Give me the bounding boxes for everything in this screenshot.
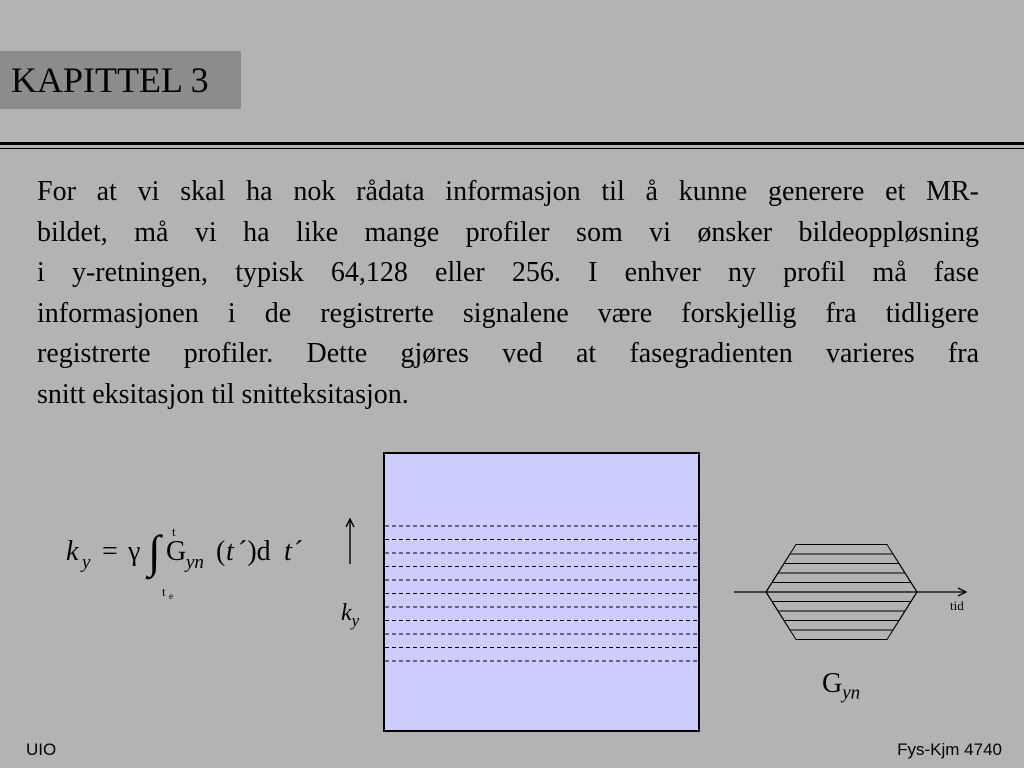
divider-thin — [0, 148, 1024, 149]
body-line: i y-retningen, typisk 64,128 eller 256. I enhver ny profil må fase — [37, 257, 979, 288]
kspace-dashed-lines — [385, 454, 698, 730]
formula-integral: ∫ — [148, 526, 161, 577]
phase-gradient-diagram — [734, 535, 974, 645]
divider-thick — [0, 142, 1024, 145]
body-line: For at vi skal ha nok rådata informasjon til å kunne generere et MR- — [37, 176, 979, 207]
formula-rest: ´)d — [238, 536, 271, 567]
footer-left: UIO — [26, 740, 57, 759]
body-line: registrerte profiler. Dette gjøres ved at fasegradienten varieres fra — [37, 338, 979, 369]
gradient-step — [766, 592, 917, 602]
formula-G: G — [166, 536, 187, 567]
gradient-step — [766, 592, 917, 621]
body-line: bildet, må vi ha like mange profiler som vi ønsker bildeoppløsning — [37, 216, 979, 248]
ky-k: k — [341, 600, 352, 626]
formula-k: k — [66, 536, 79, 567]
formula-upper-limit: t — [172, 524, 176, 539]
slide-title: KAPITTEL 3 — [11, 60, 209, 100]
body-line: snitt eksitasjon til snitteksitasjon. — [37, 378, 409, 410]
formula-G-sub: yn — [186, 552, 204, 573]
formula-gamma: γ — [128, 536, 141, 567]
formula-t: t — [226, 536, 234, 567]
body-paragraph — [37, 172, 997, 415]
gyn-label — [822, 668, 860, 705]
footer-right: Fys-Kjm 4740 — [897, 740, 1002, 759]
tid-label: tid — [950, 598, 964, 613]
formula-equals: = — [102, 536, 118, 567]
gradient-step — [766, 564, 917, 593]
gradient-step — [766, 592, 917, 640]
formula-open-paren: ( — [216, 536, 226, 567]
formula-k-sub: y — [82, 552, 91, 573]
up-arrow-icon — [345, 518, 355, 564]
title-box — [0, 51, 241, 109]
body-line: informasjonen i de registrerte signalene være forskjellig fra tidligere — [37, 297, 979, 329]
gyn-sub: yn — [842, 682, 861, 704]
gradient-step — [766, 583, 917, 593]
formula-lower-limit: t — [162, 584, 166, 599]
gyn-G: G — [822, 668, 843, 699]
ky-sub: y — [351, 610, 360, 630]
formula-prime: ´ — [294, 536, 304, 567]
formula-lower-limit-sub: e — [169, 591, 173, 601]
kspace-box — [383, 452, 700, 732]
ky-formula — [66, 522, 326, 602]
gradient-step — [766, 545, 917, 593]
ky-axis-label — [341, 600, 359, 631]
formula-t2: t — [284, 536, 292, 567]
